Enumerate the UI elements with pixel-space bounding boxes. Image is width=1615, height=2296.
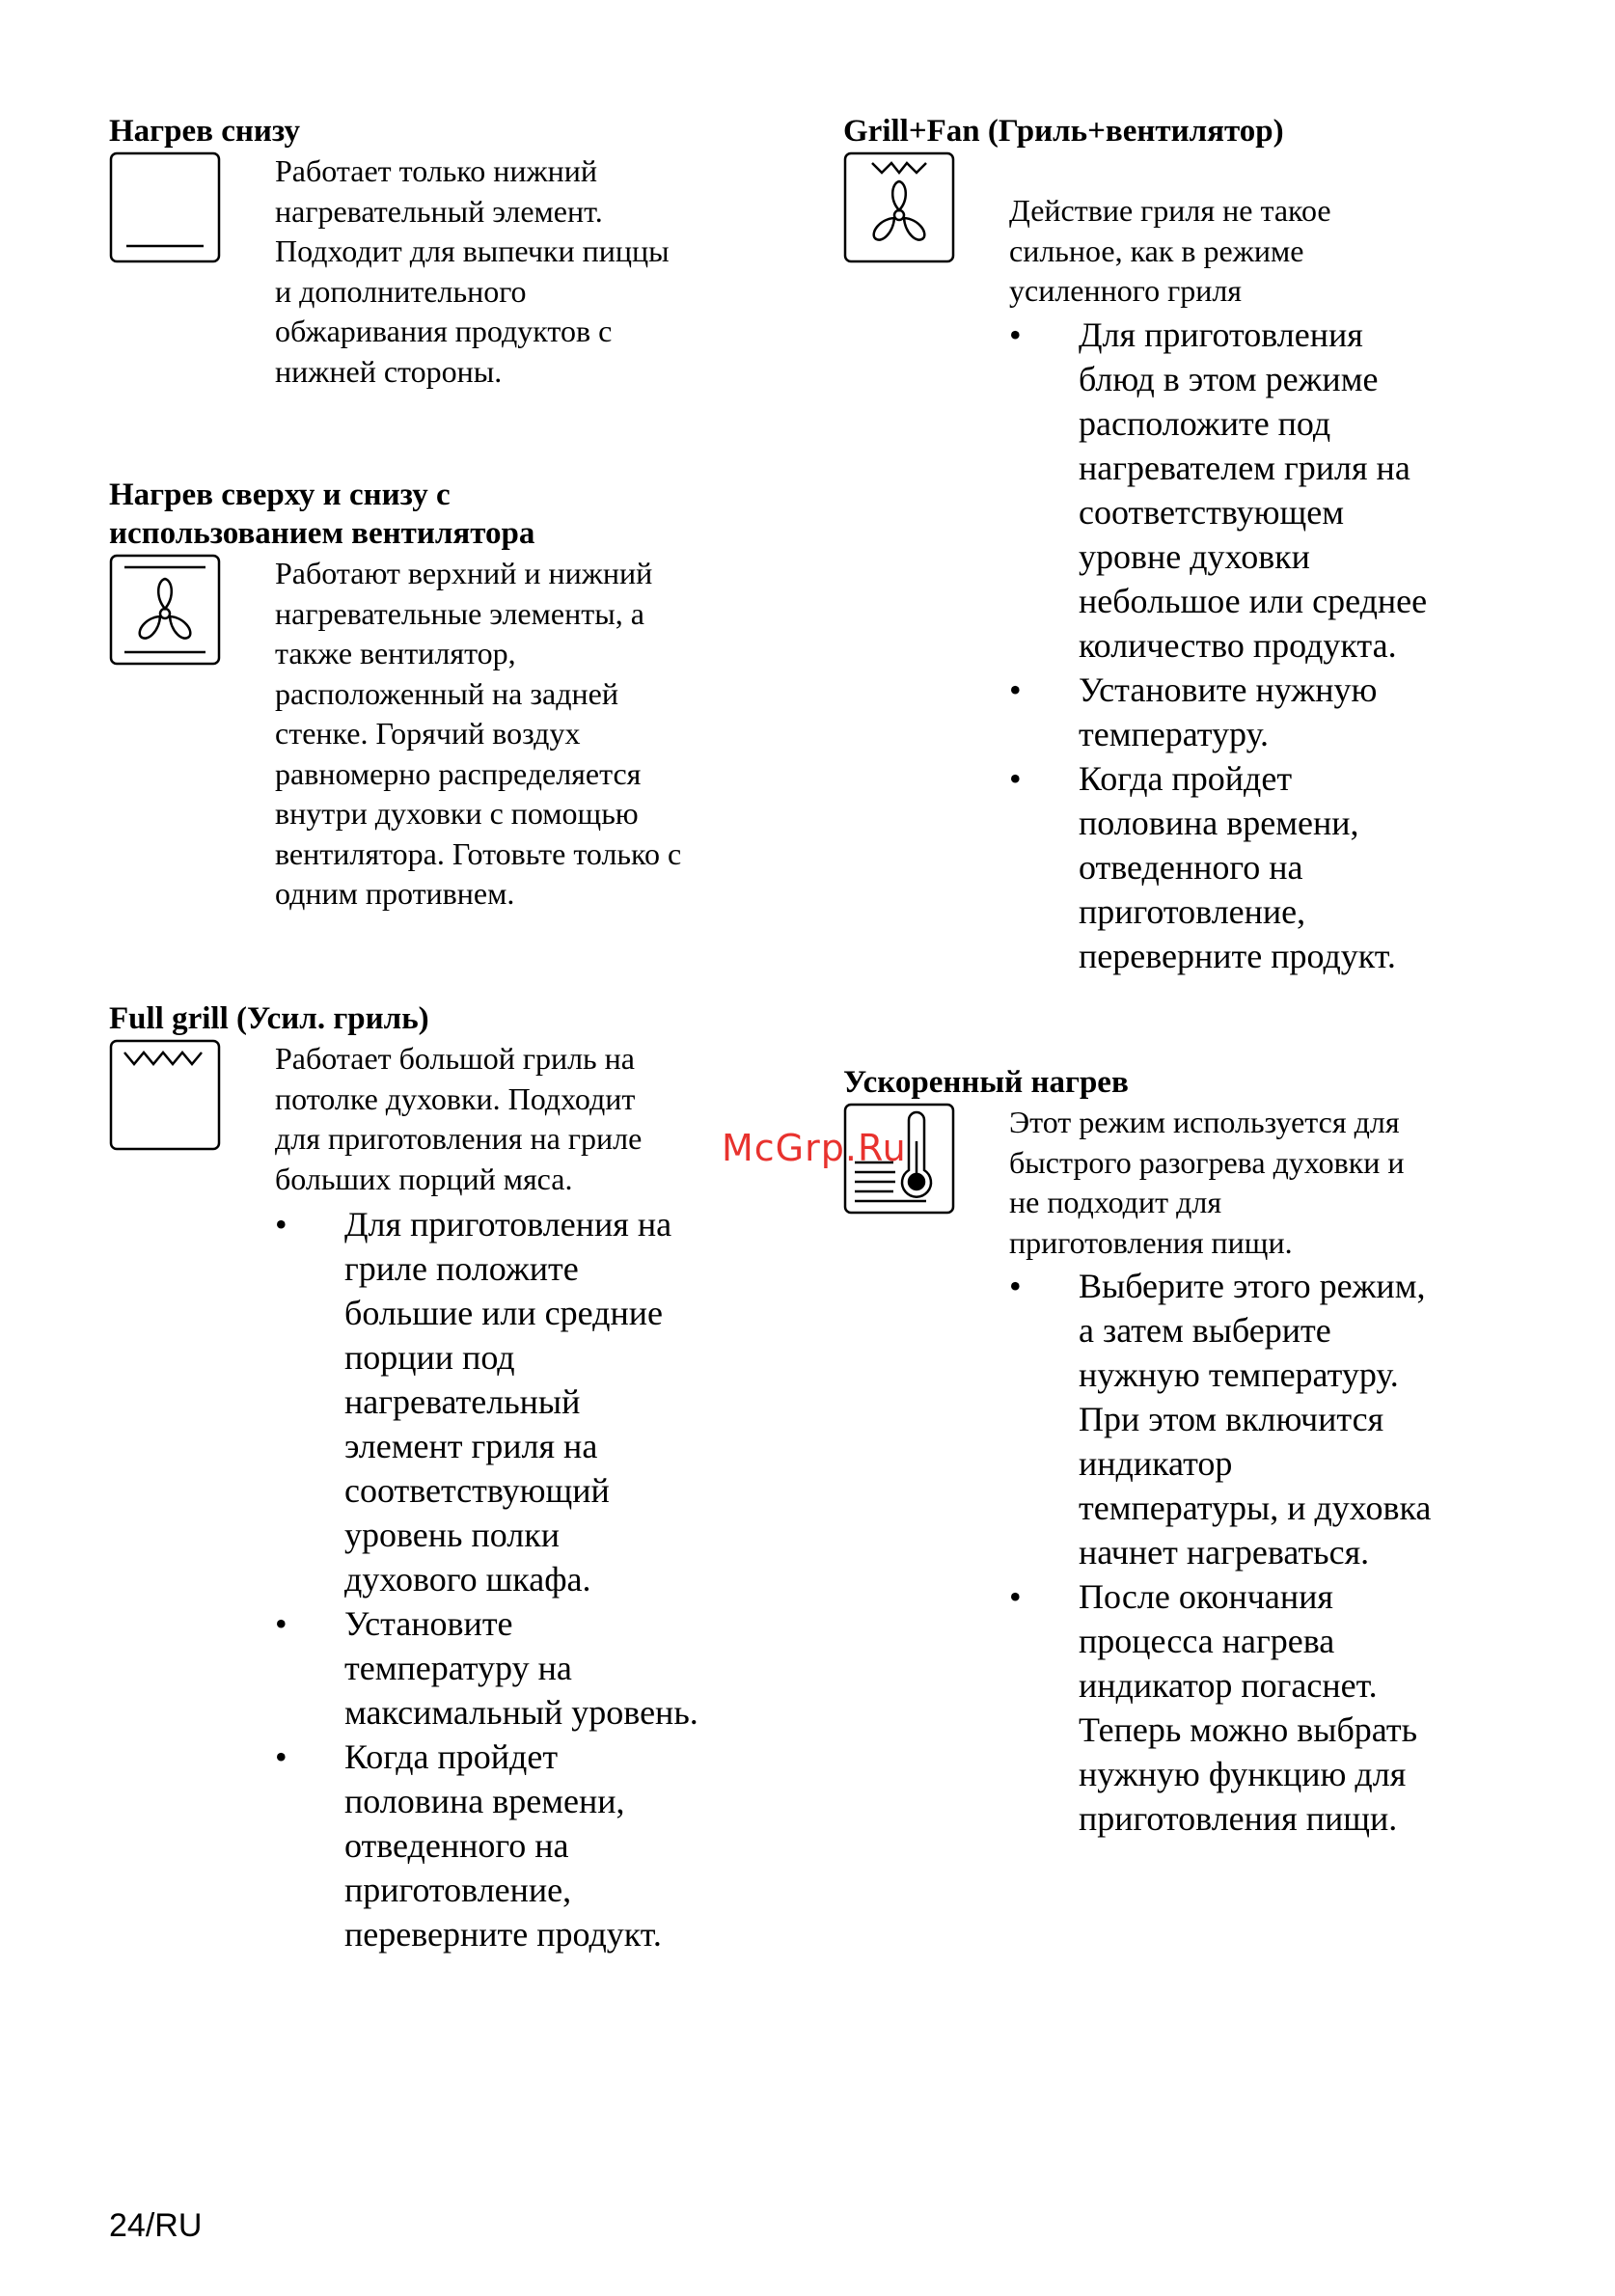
list-item: • Когда пройдет половина времени, отведенного на приготовление, переверните продукт. [275, 1735, 796, 1956]
section-description-grill-fan: Действие гриля не такое сильное, как в режиме усиленного гриля [1009, 193, 1331, 308]
section-title-grill-fan: Grill+Fan (Гриль+вентилятор) [843, 114, 1284, 149]
section-description-rapid-heat: Этот режим используется для быстрого разогрева духовки и не подходит для приготовления пищи. [1009, 1105, 1405, 1260]
bottom-heat-icon [109, 151, 221, 263]
section-title-full-grill: Full grill (Усил. гриль) [109, 1001, 429, 1036]
rapid-heat-bullets [1009, 1264, 1569, 1841]
list-item: • Для приготовления на гриле положите большие или средние порции под нагревательный элемент гриля на соответствующий уровень полки духового шкафа. [275, 1202, 796, 1601]
section-description-fan-heat: Работают верхний и нижний нагревательные элементы, а также вентилятор, расположенный на задней стенке. Горячий воздух равномерно распределяется внутри духовки с помощью вентилятора. Готовьте только с одним противнем. [275, 556, 682, 911]
fan-top-bottom-heat-icon [109, 554, 221, 666]
grill-fan-icon [843, 151, 955, 263]
section-title-fan-heat: Нагрев сверху и снизу с использованием вентилятора [109, 478, 535, 551]
list-item: • Для приготовления блюд в этом режиме расположите под нагревателем гриля на соответствующем уровне духовки небольшое или среднее количество продукта. [1009, 313, 1549, 668]
full-grill-bullets [275, 1202, 796, 1956]
section-description-full-grill: Работает большой гриль на потолке духовки. Подходит для приготовления на гриле больших порций мяса. [275, 1041, 643, 1196]
list-item: • После окончания процесса нагрева индикатор погаснет. Теперь можно выбрать нужную функцию для приготовления пищи. [1009, 1574, 1569, 1841]
full-grill-icon [109, 1039, 221, 1151]
list-item: • Выберите этого режим, а затем выберите нужную температуру. При этом включится индикатор температуры, и духовка начнет нагреваться. [1009, 1264, 1569, 1574]
section-title-rapid-heat: Ускоренный нагрев [843, 1065, 1129, 1100]
page-number: 24/RU [109, 2207, 203, 2244]
list-item: • Установите температуру на максимальный уровень. [275, 1601, 796, 1735]
grill-fan-bullets [1009, 313, 1549, 978]
list-item: • Когда пройдет половина времени, отведенного на приготовление, переверните продукт. [1009, 756, 1549, 978]
watermark: McGrp.Ru [722, 1127, 907, 1169]
list-item: • Установите нужную температуру. [1009, 668, 1549, 756]
section-description-bottom-heat: Работает только нижний нагревательный элемент. Подходит для выпечки пиццы и дополнительного обжаривания продуктов с нижней стороны. [275, 153, 670, 389]
section-title-bottom-heat: Нагрев снизу [109, 114, 300, 149]
